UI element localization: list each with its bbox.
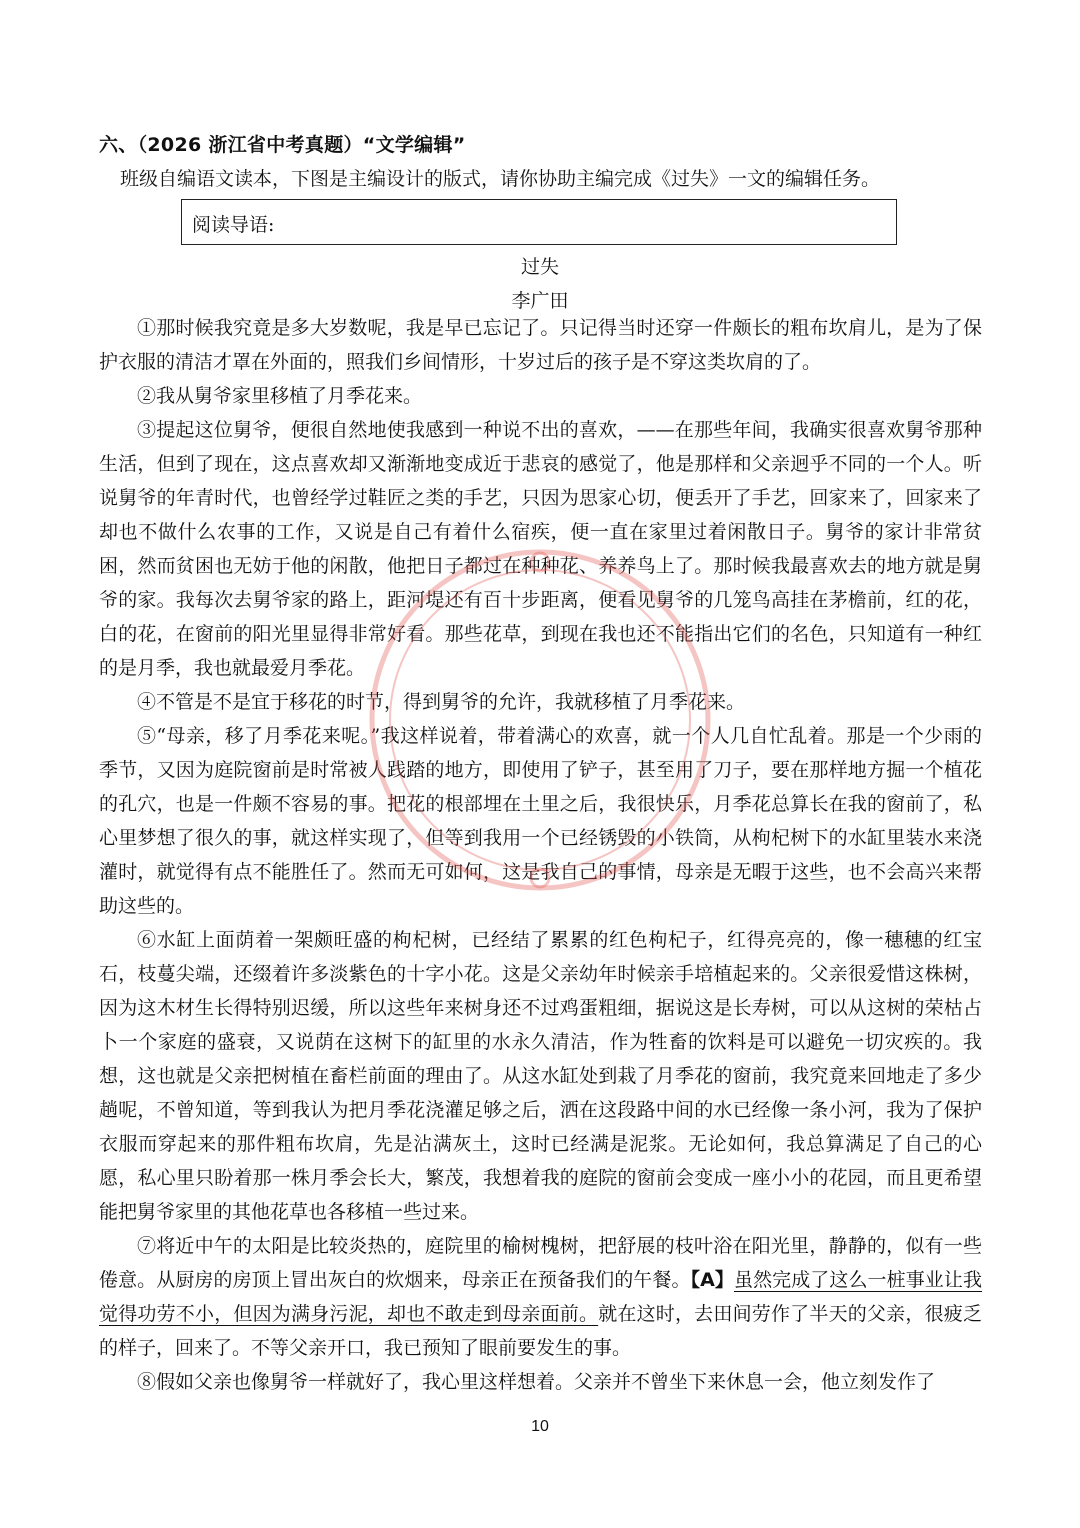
paragraph-2: ②我从舅爷家里移植了月季花来。 (137, 385, 423, 407)
annotation-mark-a: 【A】 (690, 1269, 734, 1291)
paragraph-4: ④不管是不是宜于移花的时节，得到舅爷的允许，我就移植了月季花来。 (137, 691, 746, 713)
article-title: 过失 (520, 256, 559, 278)
page-number: 10 (531, 1418, 549, 1435)
reading-guide-label: 阅读导语: (192, 214, 275, 236)
article-body (99, 311, 982, 1399)
paragraph-1: ①那时候我究竟是多大岁数呢，我是早已忘记了。只记得当时还穿一件颇长的粗布坎肩儿，是为了保护衣服的清洁才罩在外面的，照我们乡间情形，十岁过后的孩子是不穿这类坎肩的了。 (99, 317, 982, 373)
paragraph-5: ⑤“母亲，移了月季花来呢。”我这样说着，带着满心的欢喜，就一个人几自忙乱着。那是一个少雨的季节，又因为庭院窗前是时常被人践踏的地方，即使用了铲子，甚至用了刀子，要在那样地方掘一个植花的孔穴，也是一件颇不容易的事。把花的根部埋在土里之后，我很快乐，月季花总算长在我的窗前了，私心里梦想了很久的事，就这样实现了，但等到我用一个已经锈毁的小铁筒，从枸杞树下的水缸里装水来浇灌时，就觉得有点不能胜任了。然而无可如何，这是我自己的事情，母亲是无暇于这些，也不会高兴来帮助这些的。 (99, 725, 982, 917)
article-author: 李广田 (511, 290, 569, 312)
paragraph-8: ⑧假如父亲也像舅爷一样就好了，我心里这样想着。父亲并不曾坐下来休息一会，他立刻发作了 (137, 1371, 936, 1393)
paragraph-7-text: ⑦将近中午的太阳是比较炎热的，庭院里的榆树槐树，把舒展的枝叶浴在阳光里，静静的，似有一些倦意。从厨房的房顶上冒出灰白的炊烟来，母亲正在预备我们的午餐。 (99, 1235, 982, 1291)
underlined-sentence-a: 虽然完成了这么一桩事业让我觉得功劳不小，但因为满身污泥，却也不敢走到母亲面前。 (99, 1269, 982, 1325)
paragraph-6: ⑥水缸上面荫着一架颇旺盛的枸杞树，已经结了累累的红色枸杞子，红得亮亮的，像一穗穗的红宝石，枝蔓尖端，还缀着许多淡紫色的十字小花。这是父亲幼年时候亲手培植起来的。父亲很爱惜这株树，因为这木材生长得特别迟缓，所以这些年来树身还不过鸡蛋粗细，据说这是长寿树，可以从这树的荣枯占卜一个家庭的盛衰，又说荫在这树下的缸里的水永久清洁，作为牲畜的饮料是可以避免一切灾疾的。我想，这也就是父亲把树植在畜栏前面的理由了。从这水缸处到栽了月季花的窗前，我究竟来回地走了多少趟呢，不曾知道，等到我认为把月季花浇灌足够之后，洒在这段路中间的水已经像一条小河，我为了保护衣服而穿起来的那件粗布坎肩，先是沾满灰土，这时已经满是泥浆。无论如何，我总算满足了自己的心愿，私心里只盼着那一株月季会长大，繁茂，我想着我的庭院的窗前会变成一座小小的花园，而且更希望能把舅爷家里的其他花草也各移植一些过来。 (99, 929, 982, 1223)
question-intro: 班级自编语文读本，下图是主编设计的版式，请你协助主编完成《过失》一文的编辑任务。 (120, 168, 881, 190)
paragraph-3: ③提起这位舅爷，便很自然地使我感到一种说不出的喜欢，——在那些年间，我确实很喜欢舅爷那种生活，但到了现在，这点喜欢却又渐渐地变成近于悲哀的感觉了，他是那样和父亲迥乎不同的一个人。听说舅爷的年青时代，也曾经学过鞋匠之类的手艺，只因为思家心切，便丢开了手艺，回家来了，回家来了却也不做什么农事的工作，又说是自己有着什么宿疾，便一直在家里过着闲散日子。舅爷的家计非常贫困，然而贫困也无妨于他的闲散，他把日子都过在种种花、养养鸟上了。那时候我最喜欢去的地方就是舅爷的家。我每次去舅爷家的路上，距河堤还有百十步距离，便看见舅爷的几笼鸟高挂在茅檐前，红的花，白的花，在窗前的阳光里显得非常好看。那些花草，到现在我也还不能指出它们的名色，只知道有一种红的是月季，我也就最爱月季花。 (99, 419, 982, 679)
reading-guide-box[interactable] (181, 199, 897, 245)
paragraph-7 (99, 1229, 982, 1365)
paragraph-7-rest: 就在这时，去田间劳作了半天的父亲，很疲乏的样子，回来了。不等父亲开口，我已预知了眼前要发生的事。 (99, 1303, 982, 1359)
question-heading: 六、（2026 浙江省中考真题）“文学编辑” (99, 134, 466, 156)
